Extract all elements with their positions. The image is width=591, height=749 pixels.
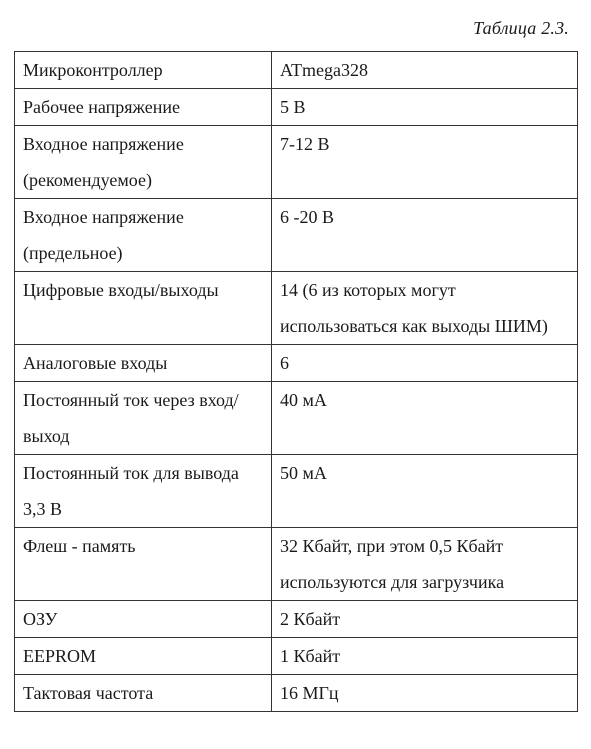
- value-cell: 40 мА: [272, 382, 578, 455]
- value-cell: 1 Кбайт: [272, 638, 578, 675]
- param-cell: Цифровые входы/выходы: [15, 272, 272, 345]
- param-cell: Тактовая частота: [15, 675, 272, 712]
- value-cell: 5 В: [272, 89, 578, 126]
- table-caption: Таблица 2.3.: [473, 18, 569, 38]
- value-cell: 16 МГц: [272, 675, 578, 712]
- param-cell: ОЗУ: [15, 601, 272, 638]
- table-row: [15, 199, 578, 272]
- table-row: [15, 528, 578, 601]
- value-cell: 14 (6 из которых могут использоваться как выходы ШИМ): [272, 272, 578, 345]
- value-cell: 2 Кбайт: [272, 601, 578, 638]
- param-cell: Постоянный ток для вывода 3,3 В: [15, 455, 272, 528]
- value-cell: 50 мА: [272, 455, 578, 528]
- value-cell: ATmega328: [272, 52, 578, 89]
- param-cell: Флеш - память: [15, 528, 272, 601]
- table-row: [15, 272, 578, 345]
- table-row: [15, 455, 578, 528]
- table-row: [15, 382, 578, 455]
- specifications-table: [14, 51, 578, 712]
- param-cell: Входное напряжение (предельное): [15, 199, 272, 272]
- value-cell: 6 -20 В: [272, 199, 578, 272]
- value-cell: 32 Кбайт, при этом 0,5 Кбайт используются для загрузчика: [272, 528, 578, 601]
- table-row: [15, 675, 578, 712]
- table-row: [15, 638, 578, 675]
- param-cell: EEPROM: [15, 638, 272, 675]
- param-cell: Постоянный ток через вход/выход: [15, 382, 272, 455]
- value-cell: 6: [272, 345, 578, 382]
- table-row: [15, 89, 578, 126]
- param-cell: Рабочее напряжение: [15, 89, 272, 126]
- table-row: [15, 52, 578, 89]
- param-cell: Аналоговые входы: [15, 345, 272, 382]
- value-cell: 7-12 В: [272, 126, 578, 199]
- table-row: [15, 601, 578, 638]
- param-cell: Входное напряжение (рекомендуемое): [15, 126, 272, 199]
- table-row: [15, 126, 578, 199]
- table-row: [15, 345, 578, 382]
- param-cell: Микроконтроллер: [15, 52, 272, 89]
